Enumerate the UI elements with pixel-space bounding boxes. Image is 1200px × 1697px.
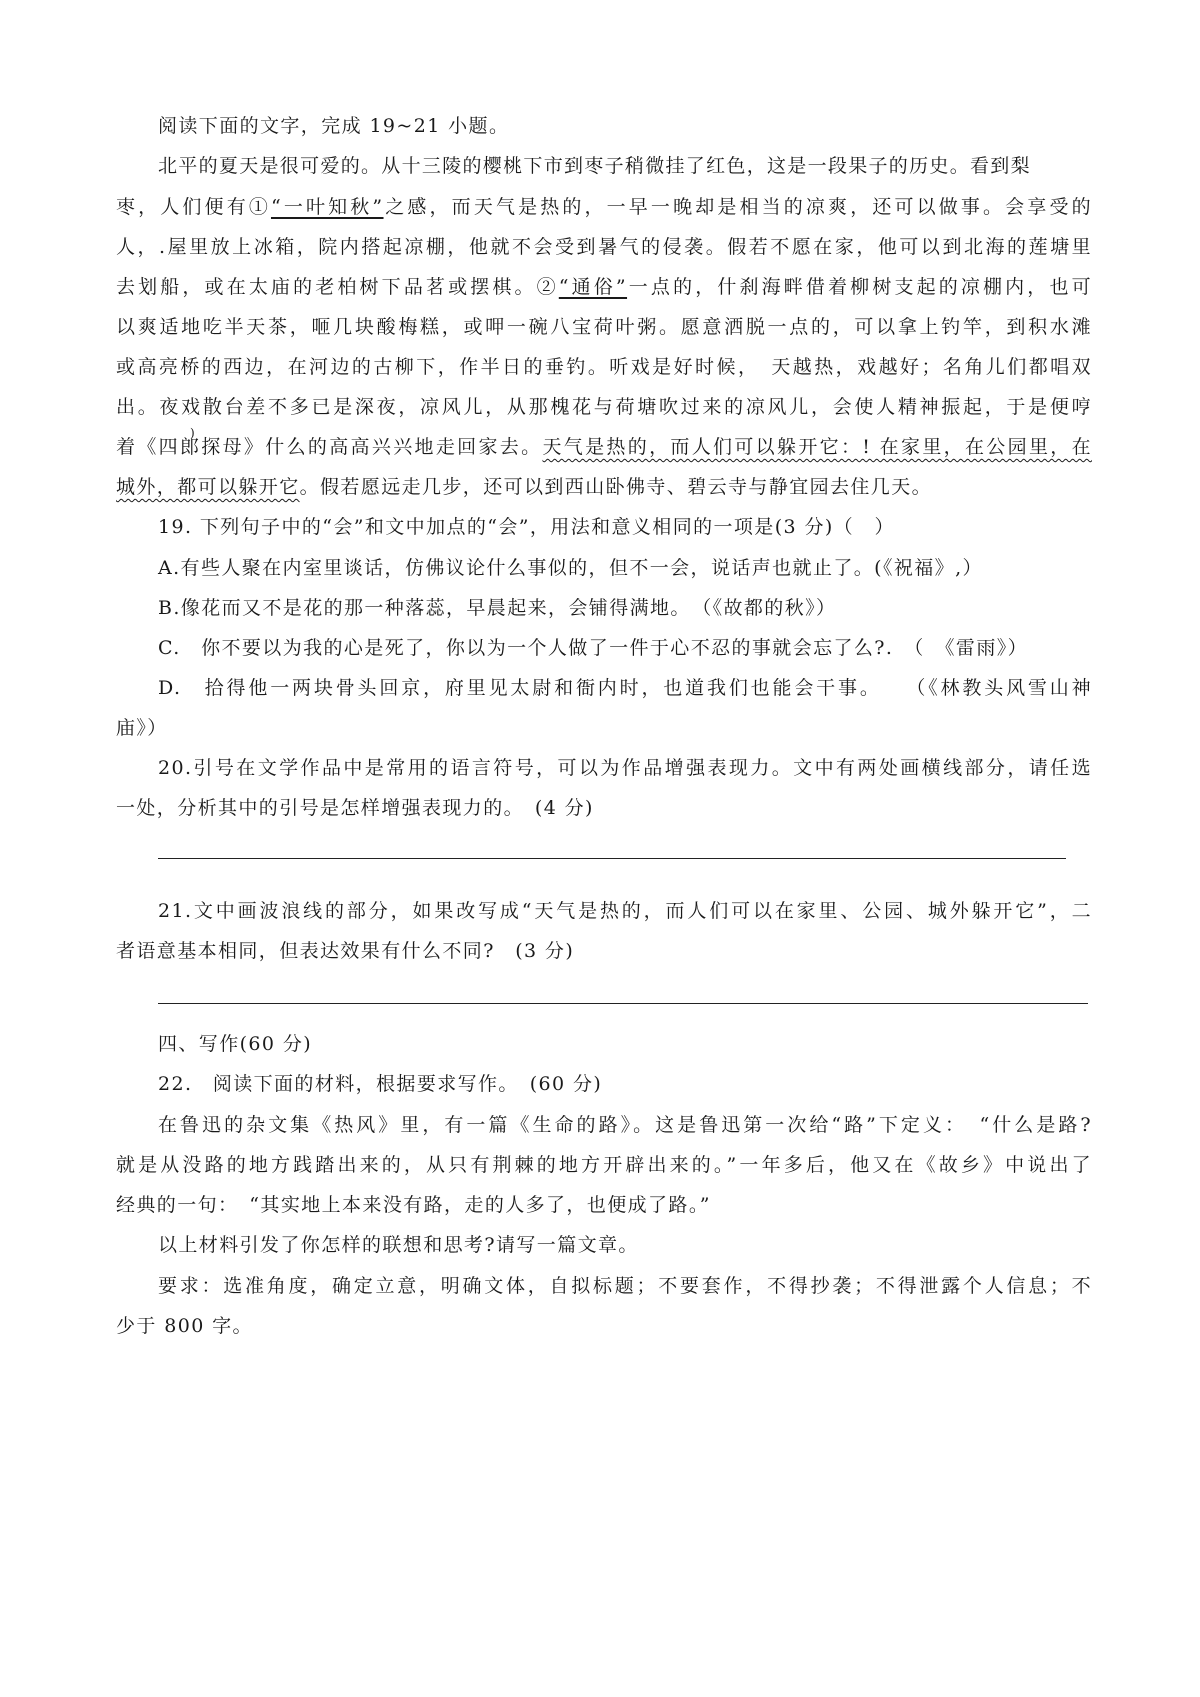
- question-19-option-b: B.像花而又不是花的那一种落蕊，早晨起来，会铺得满地。 （《故都的秋》）: [158, 597, 837, 619]
- question-21-line-2: 者语意基本相同，但表达效果有什么不同? (3 分): [116, 940, 575, 962]
- question-20-line-1: 20.引号在文学作品中是常用的语言符号，可以为作品增强表现力。文中有两处画横线部分，请任选: [158, 757, 1092, 779]
- reading-instruction: 阅读下面的文字，完成 19~21 小题。: [158, 115, 510, 137]
- passage-line-9: 城外，都可以躲开它。假若愿远走几步，还可以到西山卧佛寺、碧云寺与静宜园去住几天。: [116, 476, 933, 498]
- passage-line-8: 着《四郎探母》什么的高高兴兴地走回家去。天气是热的，而人们可以躲开它：! 在家里，在公园里，在: [116, 436, 1092, 458]
- emphasis-dot-mark: ): [190, 426, 195, 440]
- passage-line-6: 或高亮桥的西边，在河边的古柳下，作半日的垂钓。听戏是好时候， 天越热，戏越好；名角儿们都唱双: [116, 356, 1092, 378]
- underlined-quote-2: “通俗”: [558, 276, 628, 298]
- passage-line-2: 枣，人们便有①“一叶知秋”之感，而天气是热的，一早一晚却是相当的凉爽，还可以做事。会享受的: [116, 196, 1092, 218]
- passage-line-3: 人，.屋里放上冰箱，院内搭起凉棚，他就不会受到暑气的侵袭。假若不愿在家，他可以到北海的莲塘里: [116, 236, 1092, 258]
- question-19-option-a: A.有些人聚在内室里谈话，仿佛议论什么事似的，但不一会，说话声也就止了。(《祝福》,）: [158, 557, 983, 579]
- question-19-option-c: C. 你不要以为我的心是死了，你以为一个人做了一件于心不忍的事就会忘了么?. （ 《雷雨》）: [158, 637, 1029, 659]
- writing-prompt: 以上材料引发了你怎样的联想和思考?请写一篇文章。: [158, 1234, 639, 1256]
- question-19-stem: 19. 下列句子中的“会”和文中加点的“会”，用法和意义相同的一项是(3 分)（ ）: [158, 516, 895, 538]
- material-line-3: 经典的一句： “其实地上本来没有路，走的人多了，也便成了路。”: [116, 1194, 711, 1216]
- question-21-line-1: 21.文中画波浪线的部分，如果改写成“天气是热的，而人们可以在家里、公园、城外躲开它”，二: [158, 900, 1092, 922]
- question-19-option-d: D. 拾得他一两块骨头回京，府里见太尉和衙内时，也道我们也能会干事。 （《林教头风雪山神: [158, 677, 1092, 699]
- writing-requirements: 要求：选准角度，确定立意，明确文体，自拟标题；不要套作，不得抄袭；不得泄露个人信息；不: [158, 1275, 1092, 1297]
- passage-line-4: 去划船，或在太庙的老柏树下品茗或摆棋。②“通俗”一点的，什刹海畔借着柳树支起的凉棚内，也可: [116, 276, 1092, 298]
- underlined-quote-1: “一叶知秋”: [270, 196, 384, 218]
- passage-line-1: 北平的夏天是很可爱的。从十三陵的樱桃下市到枣子稍微挂了红色，这是一段果子的历史。看到梨: [158, 155, 1031, 177]
- material-line-1: 在鲁迅的杂文集《热风》里，有一篇《生命的路》。这是鲁迅第一次给“路”下定义： “什么是路?: [158, 1114, 1092, 1136]
- passage-line-5: 以爽适地吃半天茶，咂几块酸梅糕，或呷一碗八宝荷叶粥。愿意洒脱一点的，可以拿上钓竿，到积水滩: [116, 316, 1092, 338]
- wavy-underlined-text-b: 城外，都可以躲开它: [116, 476, 300, 498]
- answer-line-20: [158, 858, 1066, 859]
- wavy-underlined-text-a: 天气是热的，而人们可以躲开它：! 在家里，在公园里，在: [542, 436, 1092, 458]
- question-22-stem: 22. 阅读下面的材料，根据要求写作。 (60 分): [158, 1073, 603, 1095]
- material-line-2: 就是从没路的地方践踏出来的，从只有荆棘的地方开辟出来的。”一年多后，他又在《故乡》中说出了: [116, 1154, 1092, 1176]
- writing-section-heading: 四、写作(60 分): [158, 1033, 313, 1055]
- question-20-line-2: 一处，分析其中的引号是怎样增强表现力的。 (4 分): [116, 797, 594, 819]
- passage-line-7: 出。夜戏散台差不多已是深夜，凉风儿，从那槐花与荷塘吹过来的凉风儿，会使人精神振起，于是便哼: [116, 396, 1092, 418]
- writing-requirements-cont: 少于 800 字。: [116, 1315, 253, 1337]
- question-19-option-d-cont: 庙》）: [116, 717, 168, 739]
- answer-line-21: [158, 1003, 1088, 1004]
